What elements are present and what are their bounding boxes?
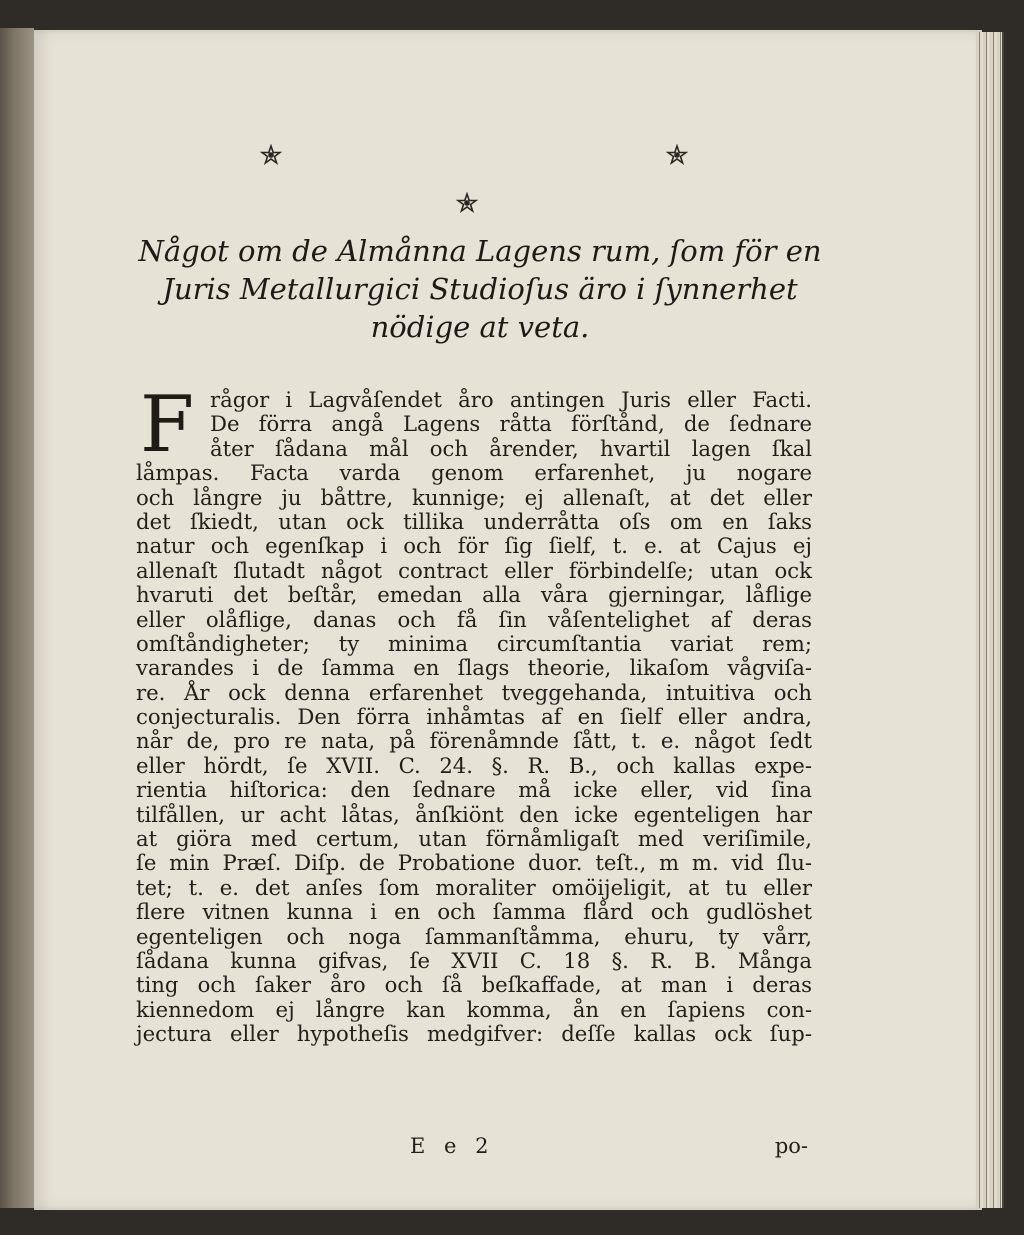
section-heading [120, 232, 840, 346]
text-line: kiennedom ej långre kan komma, ån en ſapiens con- [136, 996, 812, 1022]
text-line: conjecturalis. Den förra inhåmtas af en ſielf eller andra, [136, 704, 812, 730]
heading-line-1: Något om de Almånna Lagens rum, ſom för en [138, 234, 822, 268]
star-ornament-icon [456, 192, 478, 214]
catchword: po- [774, 1134, 808, 1158]
star-ornament-icon [260, 144, 282, 166]
text-line: natur och egenſkap i och för ſig ſielf, t. e. at Cajus ej [136, 533, 812, 559]
drop-cap: F [140, 380, 195, 470]
heading-line-2: Juris Metallurgici Studioſus äro i ſynnerhet [162, 272, 798, 306]
text-line: ting och ſaker åro och ſå beſkaffade, at man i deras [136, 972, 812, 998]
text-line: det ſkiedt, utan ock tillika underråtta oſs om en ſaks [136, 508, 812, 534]
text-line: tilfållen, ur acht låtas, ånſkiönt den icke egenteligen har [136, 801, 812, 827]
text-line: eller olåflige, danas och få ſin våſentelighet af deras [136, 606, 812, 632]
star-ornament-icon [666, 144, 688, 166]
signature-mark: E e 2 [410, 1134, 495, 1158]
text-line: varandes i de ſamma en ſlags theorie, likaſom vågviſa- [136, 655, 812, 681]
text-line: tet; t. e. det anſes ſom moraliter omöijeligit, at tu eller [136, 874, 812, 900]
text-line: och långre ju båttre, kunnige; ej allenaſt, at det eller [136, 484, 812, 510]
text-line: at giöra med certum, utan förnåmligaſt med veriſimile, [136, 826, 812, 852]
heading-line-3: nödige at veta. [370, 310, 590, 344]
text-line: åter ſådana mål och årender, hvartil lagen ſkal [210, 435, 812, 461]
ornament-row [0, 0, 1024, 220]
text-line: jectura eller hypotheſis medgifver: deſſe kallas ock ſup- [136, 1021, 812, 1047]
text-line: låmpas. Facta varda genom erfarenhet, ju nogare [136, 460, 812, 486]
text-line: omſtåndigheter; ty minima circumſtantia variat rem; [136, 630, 812, 656]
text-line: eller hördt, ſe XVII. C. 24. §. R. B., och kallas expe- [136, 752, 812, 778]
text-line: når de, pro re nata, på förenåmnde ſått, t. e. något ſedt [136, 728, 812, 754]
text-line: re. År ock denna erfarenhet tveggehanda, intuitiva och [136, 679, 812, 705]
text-line: rågor i Lagvåſendet åro antingen Juris eller Facti. [210, 387, 812, 412]
text-line: rientia hiſtorica: den ſednare må icke eller, vid ſina [136, 777, 812, 803]
body-paragraph [136, 380, 812, 1047]
text-line: ſådana kunna gifvas, ſe XVII C. 18 §. R. B. Många [136, 947, 812, 973]
text-line: De förra angå Lagens råtta förſtånd, de ſednare [210, 411, 812, 437]
text-line: hvaruti det beſtår, emedan alla våra gjerningar, låflige [136, 582, 812, 608]
text-line: egenteligen och noga ſammanſtåmma, ehuru, ty vårr, [136, 923, 812, 949]
text-line: allenaſt ſlutadt något contract eller förbindelſe; utan ock [136, 557, 812, 583]
text-line: ſe min Præſ. Diſp. de Probatione duor. teſt., m m. vid ſlu- [136, 850, 812, 876]
text-line: flere vitnen kunna i en och ſamma flård och gudlöshet [136, 899, 812, 925]
